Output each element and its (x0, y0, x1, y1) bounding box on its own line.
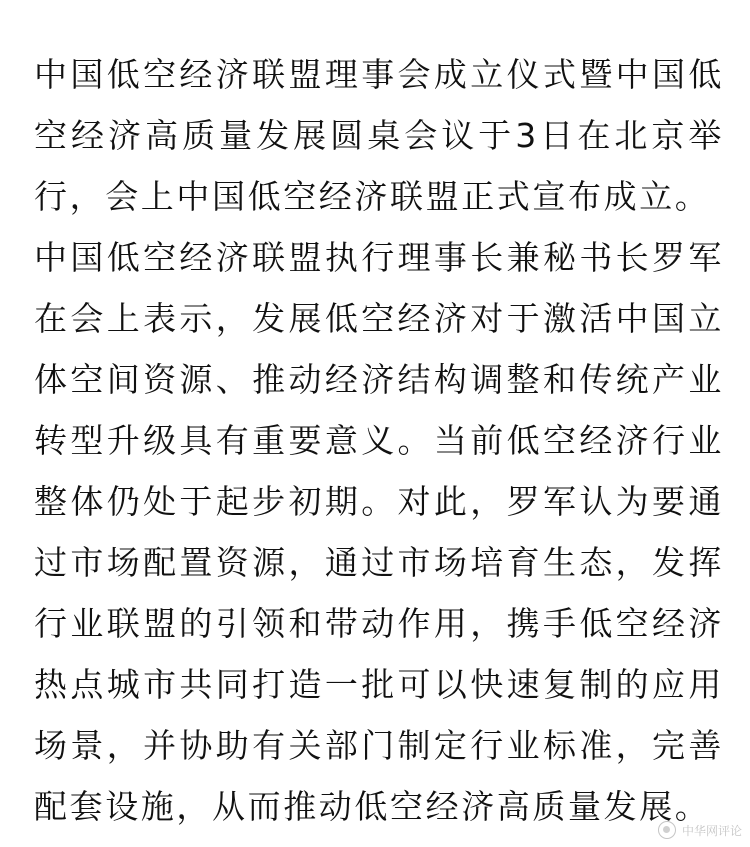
watermark (658, 821, 742, 839)
article-paragraph-1: 中国低空经济联盟理事会成立仪式暨中国低空经济高质量发展圆桌会议于3日在北京举行，会上中国低空经济联盟正式宣布成立。 (34, 55, 724, 216)
article-paragraph-2: 中国低空经济联盟执行理事长兼秘书长罗军在会上表示，发展低空经济对于激活中国立体空间资源、推动经济结构调整和传统产业转型升级具有重要意义。当前低空经济行业整体仍处于起步初期。对此，罗军认为要通过市场配置资源，通过市场培育生态，发挥行业联盟的引领和带动作用，携手低空经济热点城市共同打造一批可以快速复制的应用场景，并协助有关部门制定行业标准，完善配套设施，从而推动低空经济高质量发展。 (34, 238, 724, 826)
article-body (34, 44, 724, 837)
watermark-text: 中华网评论 (681, 823, 742, 838)
watermark-logo-icon (658, 821, 676, 839)
